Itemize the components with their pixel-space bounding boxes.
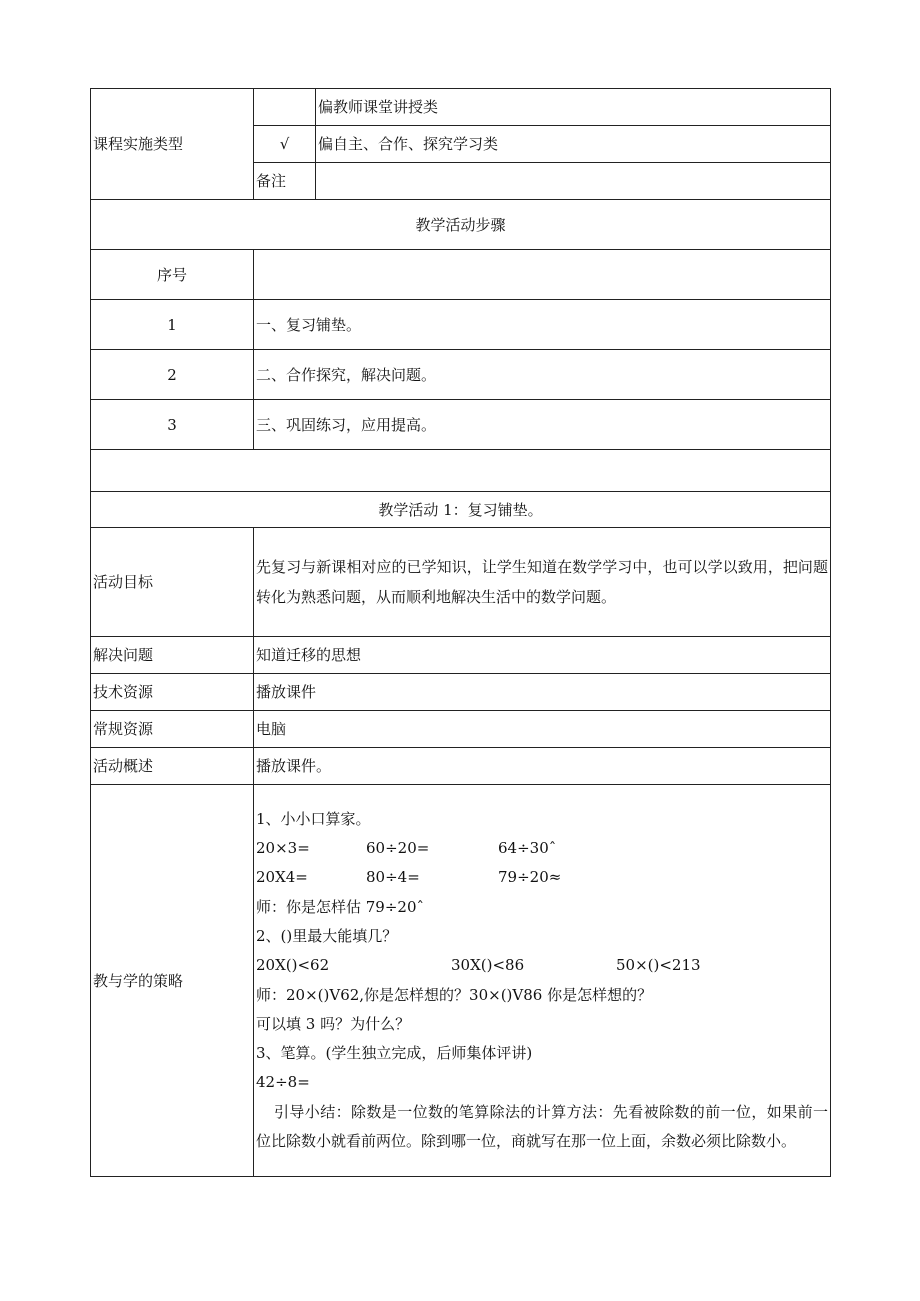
blank-cell [91, 450, 831, 492]
type-option-2: 偏自主、合作、探究学习类 [316, 126, 831, 163]
calc-item: 79÷20≈ [498, 868, 562, 887]
strategy-summary: 引导小结：除数是一位数的笔算除法的计算方法：先看被除数的前一位，如果前一位比除数小就看前两位。除到哪一位，商就写在那一位上面，余数必须比除数小。 [256, 1102, 828, 1150]
normal-row [91, 711, 831, 748]
step-number: 3 [91, 400, 254, 450]
strategy-line: 师：你是怎样估 79÷20ˆ [256, 897, 425, 916]
overview-label: 活动概述 [91, 748, 254, 785]
lesson-plan-page [90, 88, 830, 1177]
strategy-line: 可以填 3 吗？为什么？ [256, 1014, 411, 1033]
type-option-1: 偏教师课堂讲授类 [316, 89, 831, 126]
blank-row [91, 450, 831, 492]
step-row [91, 350, 831, 400]
problem-label: 解决问题 [91, 637, 254, 674]
steps-header-row [91, 250, 831, 300]
goal-label: 活动目标 [91, 528, 254, 637]
normal-text: 电脑 [254, 711, 831, 748]
strategy-content [254, 785, 831, 1177]
step-text: 二、合作探究，解决问题。 [254, 350, 831, 400]
content-header [254, 250, 831, 300]
goal-row [91, 528, 831, 637]
overview-row [91, 748, 831, 785]
step-number: 2 [91, 350, 254, 400]
type-row-1 [91, 89, 831, 126]
strategy-line: 2、()里最大能填几？ [256, 926, 398, 945]
strategy-line: 42÷8= [256, 1073, 310, 1092]
tech-row [91, 674, 831, 711]
fill-item: 30X()<86 [451, 956, 525, 975]
normal-label: 常规资源 [91, 711, 254, 748]
note-label: 备注 [254, 163, 316, 200]
calc-item: 64÷30ˆ [498, 839, 557, 858]
fill-item: 20X()<62 [256, 956, 330, 975]
step-text: 一、复习铺垫。 [254, 300, 831, 350]
goal-text: 先复习与新课相对应的已学知识，让学生知道在数学学习中，也可以学以致用，把问题转化为熟悉问题，从而顺利地解决生活中的数学问题。 [254, 528, 831, 637]
step-text: 三、巩固练习，应用提高。 [254, 400, 831, 450]
type-label: 课程实施类型 [91, 89, 254, 200]
type-mark-1 [254, 89, 316, 126]
step-row [91, 300, 831, 350]
strategy-row [91, 785, 831, 1177]
strategy-line: 师：20×()V62,你是怎样想的？30×()V86 你是怎样想的？ [256, 985, 653, 1004]
calc-item: 80÷4= [366, 868, 420, 887]
overview-text: 播放课件。 [254, 748, 831, 785]
fill-row [256, 951, 828, 980]
tech-label: 技术资源 [91, 674, 254, 711]
seq-header: 序号 [91, 250, 254, 300]
calc-row [256, 863, 828, 892]
problem-text: 知道迁移的思想 [254, 637, 831, 674]
calc-item: 20×3= [256, 839, 310, 858]
steps-title: 教学活动步骤 [91, 200, 831, 250]
calc-row [256, 834, 828, 863]
strategy-label: 教与学的策略 [91, 785, 254, 1177]
activity-title-row [91, 492, 831, 528]
strategy-line: 1、小小口算家。 [256, 809, 371, 828]
note-value [316, 163, 831, 200]
steps-title-row [91, 200, 831, 250]
activity-title: 教学活动 1：复习铺垫。 [91, 492, 831, 528]
strategy-line: 3、笔算。(学生独立完成，后师集体评讲) [256, 1044, 533, 1063]
step-row [91, 400, 831, 450]
lesson-plan-table [90, 88, 831, 1177]
problem-row [91, 637, 831, 674]
calc-item: 20X4= [256, 868, 308, 887]
step-number: 1 [91, 300, 254, 350]
check-mark: √ [254, 126, 316, 163]
calc-item: 60÷20= [366, 839, 430, 858]
fill-item: 50×()<213 [616, 956, 701, 975]
tech-text: 播放课件 [254, 674, 831, 711]
